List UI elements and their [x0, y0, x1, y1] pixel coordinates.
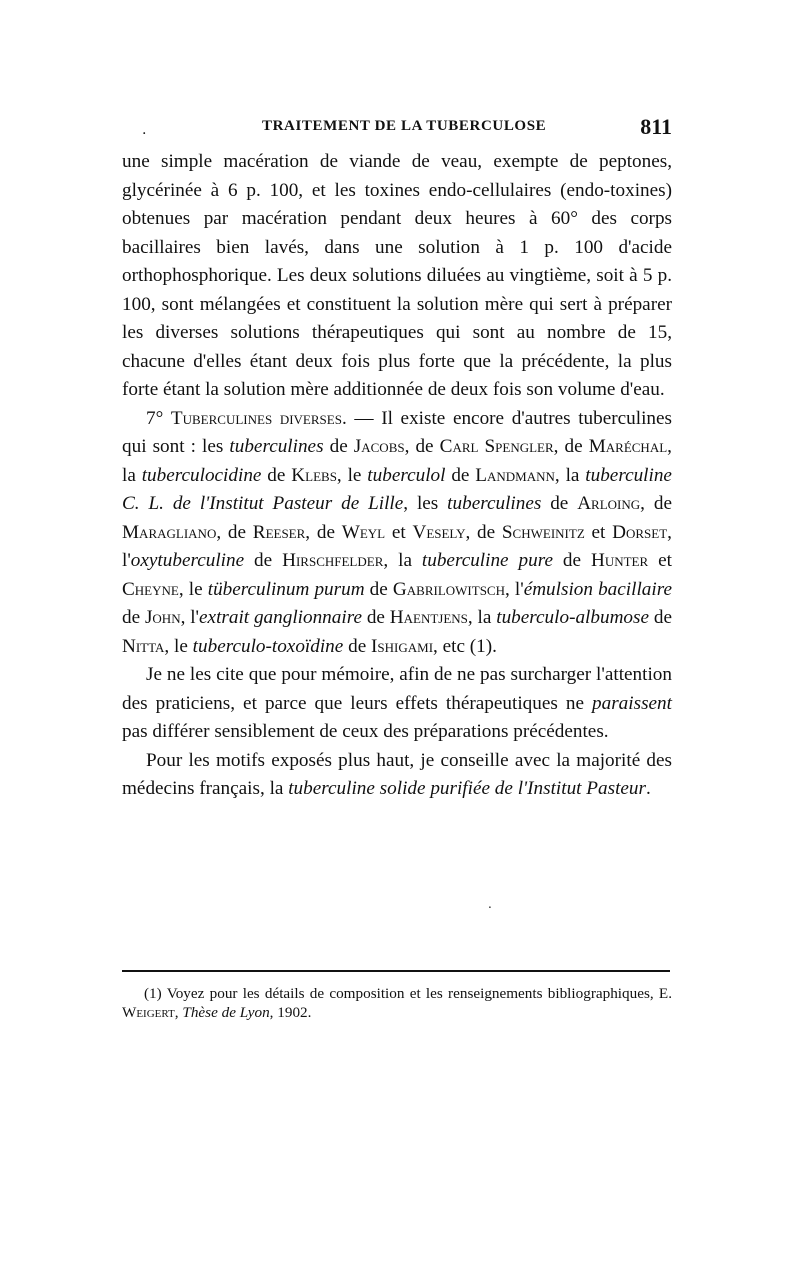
text-run: Je ne les cite que pour mémoire, afin de ne pas surcharger l'attention des praticiens, et parce que leurs effets thérapeutiques ne	[122, 664, 672, 714]
text-run: , de	[553, 436, 589, 457]
text-run: — Il existe encore d'autres tuberculines qui sont : les	[122, 407, 672, 457]
text-run: de	[122, 607, 145, 628]
text-run: (1) Voyez pour les détails de composition et les renseignements bibliographiques, E.	[144, 985, 672, 1002]
text-run: , les	[403, 493, 448, 514]
text-run: , la	[467, 607, 497, 628]
author-name: Vesely	[412, 521, 466, 543]
author-name: Landmann	[475, 464, 555, 486]
author-name: John	[144, 607, 181, 628]
paragraph-pour-les-motifs	[122, 747, 672, 804]
running-head-mark: .	[142, 122, 147, 138]
footnote-rule	[122, 970, 670, 972]
footnote-text	[122, 984, 672, 1022]
author-name: Schweinitz	[501, 521, 585, 543]
text-run: de	[364, 578, 393, 600]
text-run: ,	[174, 1004, 183, 1021]
author-name: Hirschfelder	[282, 550, 384, 571]
text-run: de	[445, 464, 476, 486]
text-run: de	[361, 607, 390, 628]
italic-term: oxytuberculine	[130, 550, 245, 571]
text-run: , de	[305, 521, 342, 543]
text-run: , de	[640, 493, 672, 514]
text-run: , le	[178, 578, 208, 600]
text-run: , de	[216, 521, 253, 543]
text-run: , l'	[180, 607, 200, 628]
italic-term: tuberculine solide purifiée de l'Institut Pasteur	[288, 778, 646, 799]
italic-term: paraissent	[592, 692, 672, 714]
text-run: de	[244, 550, 283, 571]
text-run: de	[343, 635, 372, 657]
text-run: , de	[404, 436, 440, 457]
italic-term: extrait ganglionnaire	[199, 607, 362, 628]
text-run: de	[261, 464, 292, 486]
text-run: de	[552, 550, 591, 571]
text-run: et	[385, 521, 413, 543]
author-name: Hunter	[590, 550, 649, 571]
italic-term: tuberculine pure	[421, 550, 553, 571]
section-number: 7°	[146, 407, 171, 429]
author-name: Gabrilowitsch	[392, 578, 505, 600]
author-name: Ishigami	[371, 635, 434, 657]
text-run: une simple macération de viande de veau, exempte de peptones, glycérinée à 6 p. 100, et les toxines endo-cellulaires (endo-toxines) obtenues par macération pendant deux heures à 60° des corps bacillaires bien lavés, dans une solution à 1 p. 100 d'acide orthophosphorique. Les deux solutions diluées au vingtième, soit à 5 p. 100, sont mélangées et constituent la solution mère qui sert à préparer les diverses solutions thérapeutiques qui sont au nombre de 15, chacune d'elles étant deux fois plus forte que la précédente, la plus forte étant la solution mère additionnée de deux fois son volume d'eau.	[122, 151, 672, 400]
author-name: Klebs	[291, 464, 337, 486]
author-name: Maragliano	[122, 521, 217, 543]
text-run: de	[323, 436, 354, 457]
author-name: Dorset	[612, 521, 668, 543]
paragraph-je-ne-les-cite	[122, 661, 672, 747]
author-name: Carl Spengler	[439, 436, 554, 457]
italic-term: tuberculines	[229, 436, 324, 457]
author-name: Jacobs	[353, 436, 405, 457]
author-name: Maréchal	[588, 436, 668, 457]
end-mark: .	[488, 897, 492, 911]
italic-term: tuberculol	[367, 464, 446, 486]
footnote	[122, 984, 672, 1022]
author-name: Nitta	[122, 635, 165, 657]
text-run: pas différer sensiblement de ceux des préparations précédentes.	[122, 721, 609, 742]
text-run: , la	[383, 550, 422, 571]
text-run: , de	[465, 521, 502, 543]
italic-term: tuberculocidine	[141, 464, 262, 486]
author-name: Cheyne	[122, 578, 179, 600]
italic-term: tüberculinum purum	[207, 578, 365, 600]
text-run: de	[649, 607, 672, 628]
author-name: Weigert	[122, 1004, 175, 1021]
body-text	[122, 148, 672, 804]
text-run: , la	[554, 464, 586, 486]
section-heading: Tuberculines diverses.	[170, 407, 347, 429]
author-name: Arloing	[577, 493, 641, 514]
italic-term: tuberculo-albumose	[496, 607, 650, 628]
italic-term: émulsion bacillaire	[523, 578, 672, 600]
page-number: 811	[640, 114, 672, 139]
running-head	[122, 114, 672, 142]
text-run: et	[648, 550, 672, 571]
text-run: , le	[164, 635, 193, 657]
italic-term: Thèse de Lyon	[182, 1004, 270, 1021]
running-head-title: TRAITEMENT DE LA TUBERCULOSE	[262, 118, 547, 134]
text-run: , l'	[504, 578, 524, 600]
text-run: , l'	[122, 521, 672, 571]
author-name: Haentjens	[389, 607, 468, 628]
text-run: , 1902.	[269, 1004, 312, 1021]
author-name: Weyl	[341, 521, 386, 543]
paragraph-tuberculines-diverses	[122, 405, 672, 662]
paragraph-continuation	[122, 148, 672, 405]
author-name: Reeser	[252, 521, 306, 543]
italic-term: tuberculine C. L. de l'Institut Pasteur de Lille	[122, 464, 672, 514]
text-run: , la	[122, 436, 672, 486]
text-run: Pour les motifs exposés plus haut, je conseille avec la majorité des médecins français, la	[122, 749, 672, 799]
text-run: et	[584, 521, 613, 543]
italic-term: tuberculo-toxoïdine	[192, 635, 344, 657]
text-run: , le	[336, 464, 368, 486]
text-run: , etc (1).	[433, 635, 497, 657]
italic-term: tuberculines	[447, 493, 542, 514]
text-run: de	[541, 493, 578, 514]
text-run: .	[646, 778, 651, 799]
